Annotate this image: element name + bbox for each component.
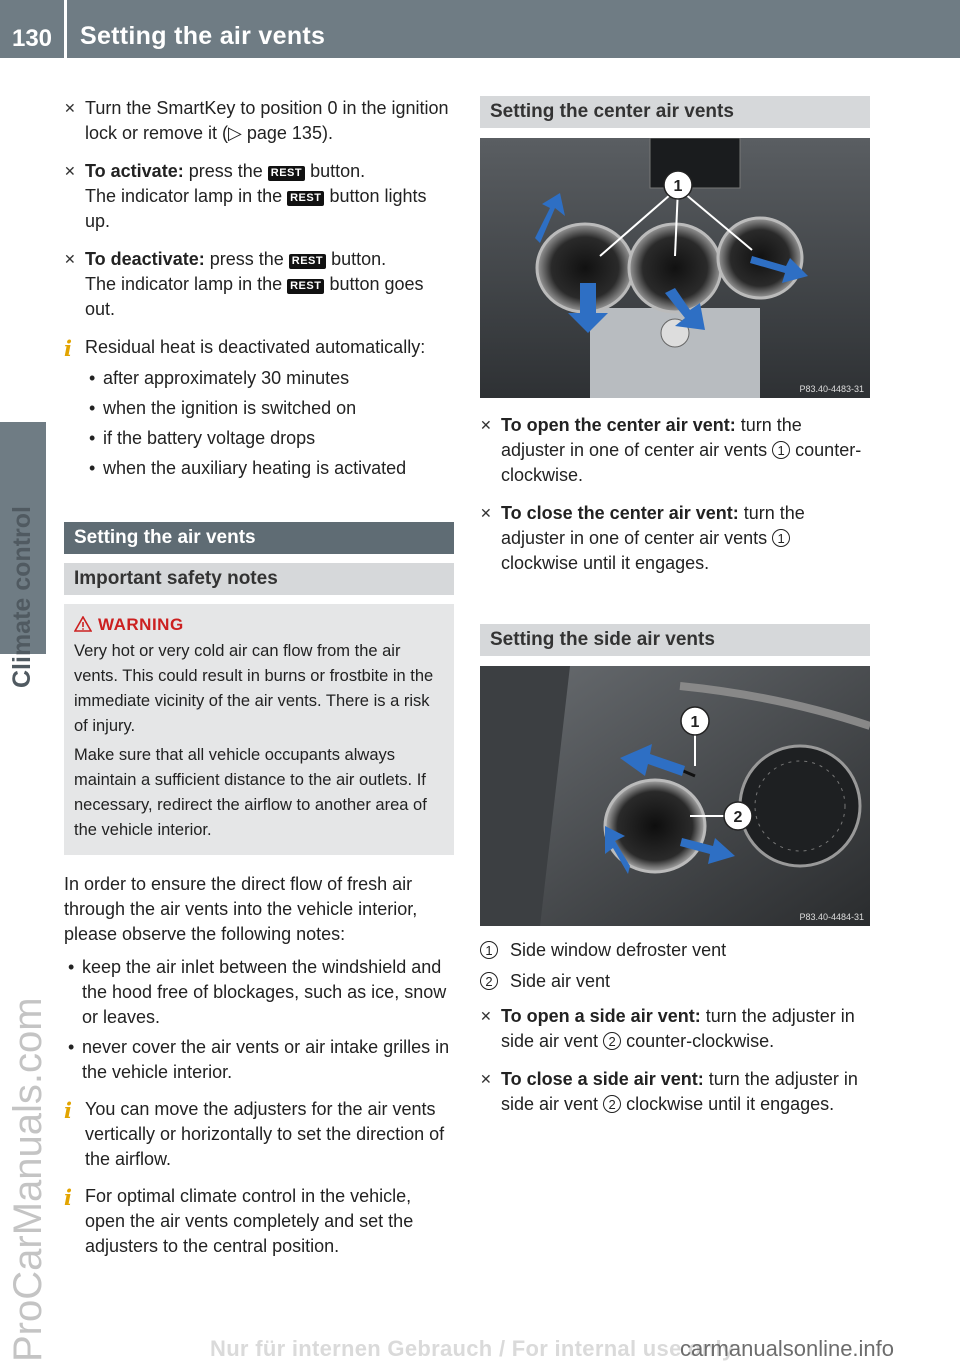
header-divider — [64, 0, 67, 58]
instruction-step — [64, 96, 454, 146]
instruction-text: clockwise until it engages. — [621, 1094, 835, 1114]
svg-text:1: 1 — [690, 714, 700, 731]
list-item: • keep the air inlet between the windshield and the hood free of blockages, such as ice, snow or leaves. — [64, 955, 454, 1030]
instruction-text: turn the adjuster in side air vent — [501, 1069, 858, 1114]
instruction-text: button lights up. — [85, 186, 427, 231]
step-arrow-icon: ✕ — [480, 505, 492, 521]
svg-text:2: 2 — [733, 809, 743, 826]
legend-label: Side window defroster vent — [510, 940, 727, 960]
callout-number: 2 — [480, 972, 498, 990]
callout-number: 1 — [772, 441, 790, 459]
right-column — [480, 96, 870, 1130]
rest-key-icon: REST — [287, 191, 324, 206]
figure-id: P83.40-4484-31 — [799, 912, 864, 922]
step-arrow-icon: ✕ — [64, 163, 76, 179]
instruction-text: counter-clockwise. — [501, 440, 862, 485]
instruction-activate — [64, 159, 454, 234]
instruction-label: To open a side air vent: — [501, 1006, 701, 1026]
info-text: For optimal climate control in the vehicle, open the air vents completely and set the adjusters to the central position. — [85, 1186, 414, 1256]
info-note-climate — [64, 1184, 454, 1259]
legend-item — [480, 969, 870, 994]
page-header — [0, 0, 960, 58]
info-icon: i — [64, 1098, 72, 1123]
callout-number: 1 — [772, 529, 790, 547]
speedometer — [740, 746, 860, 866]
instruction-text: press the — [204, 249, 289, 269]
instruction-text: The indicator lamp in the — [85, 186, 288, 206]
warning-box — [64, 604, 454, 855]
callout-number: 1 — [480, 941, 498, 959]
instruction-close-center — [480, 501, 870, 576]
body-paragraph: In order to ensure the direct flow of fresh air through the air vents into the vehicle interior, please observe the following notes: — [64, 874, 418, 944]
info-note-residual — [64, 335, 454, 481]
info-text: Residual heat is deactivated automatically: — [85, 337, 426, 357]
instruction-label: To deactivate: — [85, 249, 205, 269]
instruction-text: turn the adjuster in one of center air vents — [501, 503, 805, 548]
page-number: 130 — [11, 25, 53, 52]
notes-list — [64, 955, 454, 1085]
footer-watermark: Nur für internen Gebrauch / For internal use only — [210, 1336, 735, 1361]
step-arrow-icon: ✕ — [480, 417, 492, 433]
side-vents-illustration — [480, 666, 870, 926]
instruction-text: button. — [326, 249, 387, 269]
center-vents-photo — [480, 138, 870, 398]
list-item: • after approximately 30 minutes — [85, 366, 454, 391]
warning-paragraph: Make sure that all vehicle occupants always maintain a sufficient distance to the air outlets. If necessary, redirect the airflow to another area of the vehicle interior. — [74, 746, 427, 839]
residual-list — [85, 366, 454, 481]
subsection-heading: Important safety notes — [64, 563, 454, 595]
instruction-close-side — [480, 1067, 870, 1117]
instruction-text: clockwise until it engages. — [501, 553, 710, 573]
instruction-text: turn the adjuster in one of center air vents — [501, 415, 802, 460]
step-arrow-icon: ✕ — [64, 251, 76, 267]
display-screen — [650, 138, 740, 188]
instruction-label: To activate: — [85, 161, 184, 181]
side-vents-photo — [480, 666, 870, 926]
center-vents-illustration — [480, 138, 870, 398]
callout-number: 2 — [603, 1095, 621, 1113]
warning-label: WARNING — [98, 615, 184, 634]
instruction-text: button. — [305, 161, 366, 181]
info-text: You can move the adjusters for the air vents vertically or horizontally to set the direction of the airflow. — [85, 1099, 445, 1169]
page-title: Setting the air vents — [80, 22, 326, 50]
figure-id: P83.40-4483-31 — [799, 384, 864, 394]
instruction-label: To close the center air vent: — [501, 503, 739, 523]
rest-key-icon: REST — [268, 166, 305, 181]
instruction-open-center — [480, 413, 870, 488]
info-icon: i — [64, 1185, 72, 1210]
footer-site-watermark: carmanualsonline.info — [680, 1336, 895, 1361]
step-arrow-icon: ✕ — [64, 100, 76, 116]
warning-triangle-icon — [74, 616, 92, 632]
instruction-open-side — [480, 1004, 870, 1054]
svg-text:1: 1 — [673, 178, 683, 195]
warning-paragraph: Very hot or very cold air can flow from the air vents. This could result in burns or frostbite in the immediate vicinity of the air vents. There is a risk of injury. — [74, 642, 434, 735]
list-item: • when the auxiliary heating is activated — [85, 456, 454, 481]
list-item: • if the battery voltage drops — [85, 426, 454, 451]
info-note-adjusters — [64, 1097, 454, 1172]
instruction-text: The indicator lamp in the — [85, 274, 288, 294]
info-icon: i — [64, 336, 72, 361]
list-item: • never cover the air vents or air intake grilles in the vehicle interior. — [64, 1035, 454, 1085]
instruction-text: press the — [183, 161, 268, 181]
instruction-text: counter-clockwise. — [621, 1031, 775, 1051]
list-item: • when the ignition is switched on — [85, 396, 454, 421]
callout-number: 2 — [603, 1032, 621, 1050]
instruction-label: To close a side air vent: — [501, 1069, 704, 1089]
warning-title — [74, 612, 444, 637]
side-watermark: ProCarManuals.com — [6, 997, 50, 1362]
step-text: Turn the SmartKey to position 0 in the ignition lock or remove it (▷ page 135). — [85, 98, 449, 143]
instruction-text: turn the adjuster in side air vent — [501, 1006, 855, 1051]
step-arrow-icon: ✕ — [480, 1008, 492, 1024]
legend-item — [480, 938, 870, 963]
instruction-label: To open the center air vent: — [501, 415, 736, 435]
left-column — [64, 96, 454, 1271]
subsection-heading: Setting the center air vents — [480, 96, 870, 128]
instruction-deactivate — [64, 247, 454, 322]
instruction-text: button goes out. — [85, 274, 424, 319]
rest-key-icon: REST — [289, 254, 326, 269]
sidebar-section-label: Climate control — [8, 506, 36, 688]
subsection-heading: Setting the side air vents — [480, 624, 870, 656]
rest-key-icon: REST — [287, 279, 324, 294]
section-heading: Setting the air vents — [64, 522, 454, 554]
step-arrow-icon: ✕ — [480, 1071, 492, 1087]
legend-label: Side air vent — [510, 971, 611, 991]
